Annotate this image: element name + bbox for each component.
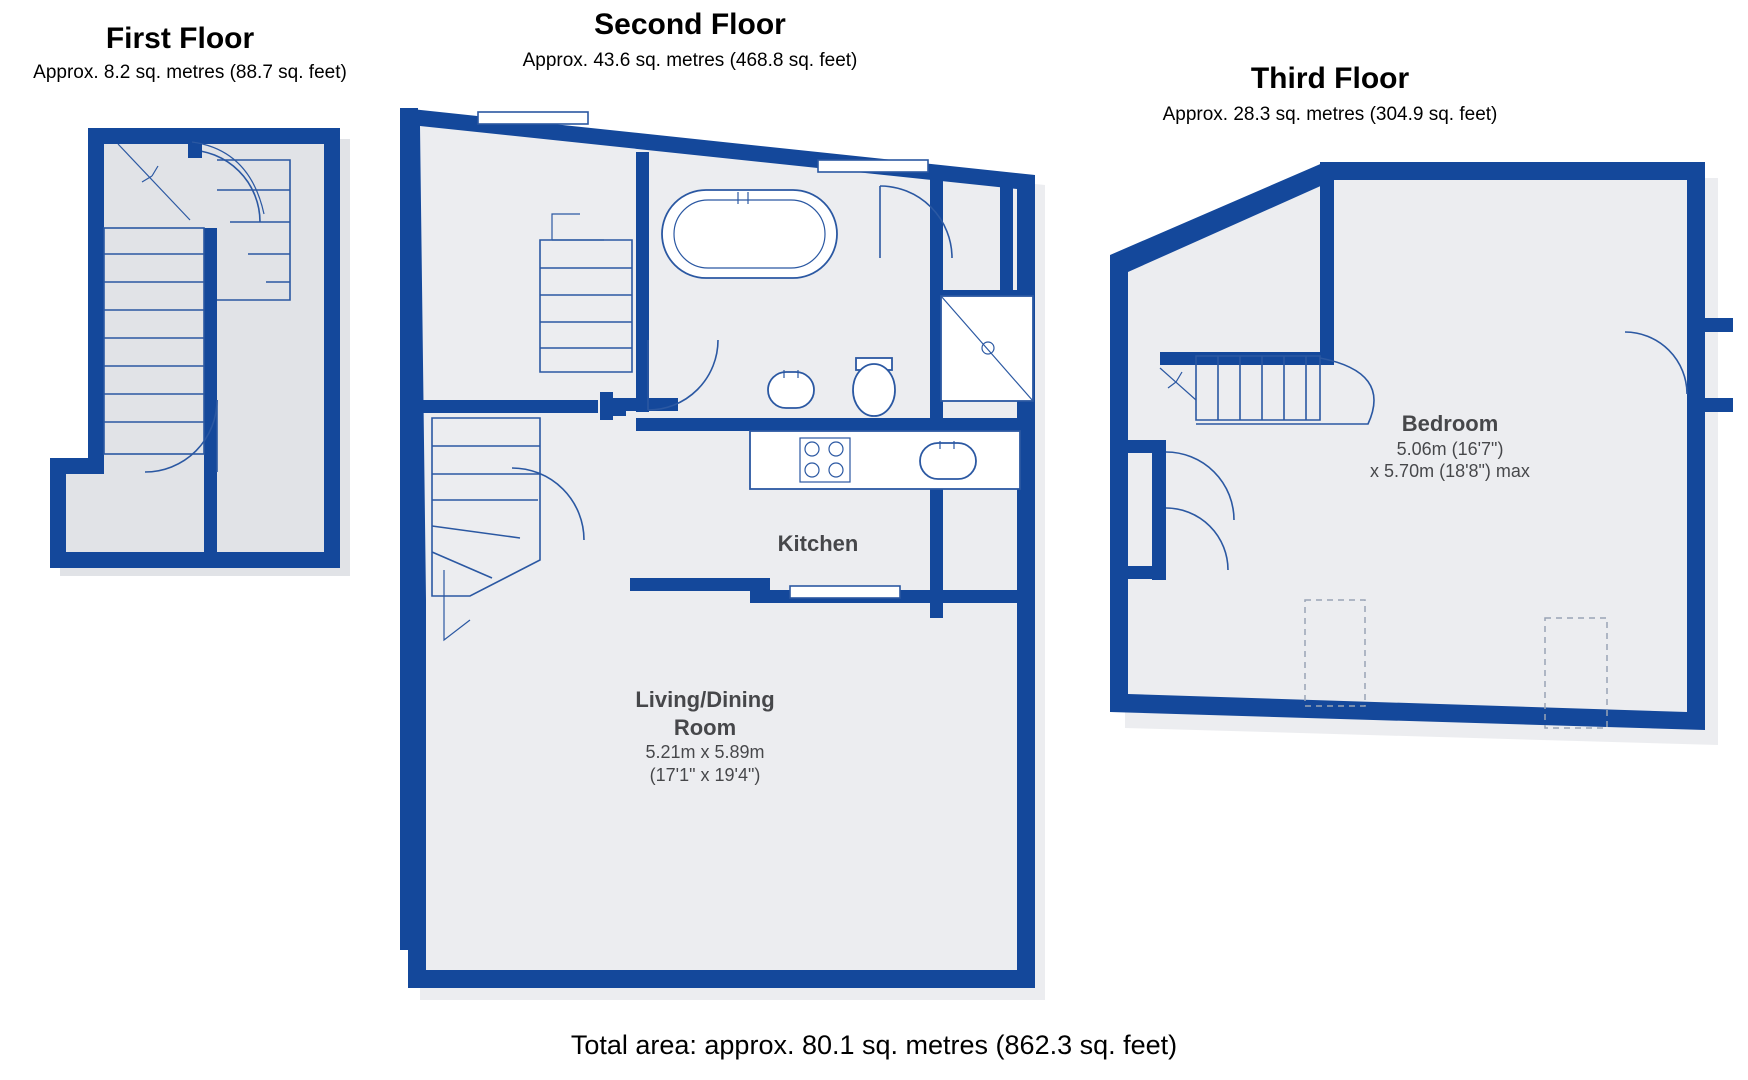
kitchen-name: Kitchen	[777, 531, 859, 556]
first-floor-title: First Floor	[105, 22, 255, 55]
first-floor-plan	[50, 128, 350, 576]
second-floor-subtitle: Approx. 43.6 sq. metres (468.8 sq. feet)	[522, 50, 858, 71]
second-floor-left-wall	[400, 108, 418, 950]
kitchen-counter	[750, 431, 1020, 489]
third-floor-stair-wall-2	[1160, 352, 1334, 365]
bathroom-wall-left	[636, 152, 649, 412]
bedroom-dims-max: x 5.70m (18'8") max	[1370, 461, 1530, 481]
third-floor-landing-wall	[1152, 440, 1166, 580]
first-floor-wall-nub-2	[188, 144, 202, 158]
living-wall	[630, 578, 770, 591]
third-floor-stair-wall	[1320, 162, 1334, 354]
bedroom-dims: 5.06m (16'7")	[1396, 438, 1504, 459]
hall-wall	[418, 400, 598, 413]
third-floor-subtitle: Approx. 28.3 sq. metres (304.9 sq. feet)	[1162, 104, 1498, 125]
window-top-right	[818, 160, 928, 172]
kitchen-wall-top	[750, 418, 1020, 431]
first-floor-partition	[204, 228, 217, 552]
second-floor-title: Second Floor	[594, 8, 786, 41]
kitchen-wall-left	[636, 418, 766, 431]
living-dining-name-2: Room	[673, 714, 737, 740]
first-floor-wall-nub	[188, 552, 202, 568]
third-floor-title: Third Floor	[1250, 62, 1410, 95]
window-top-left	[478, 112, 588, 124]
ensuite-wall	[1000, 178, 1013, 302]
third-floor-plan	[1110, 162, 1733, 745]
wash-basin	[768, 370, 814, 408]
living-dining-name: Living/Dining	[635, 687, 775, 712]
shower-tray	[941, 296, 1033, 401]
third-floor-landing-wall-3	[1128, 566, 1166, 579]
hall-wall-nub	[600, 392, 613, 420]
bathtub	[662, 190, 837, 278]
doorway-nub	[612, 398, 626, 416]
hall-wall-2	[620, 398, 678, 411]
toilet	[853, 358, 895, 416]
living-dining-dims: 5.21m x 5.89m	[645, 742, 765, 762]
third-floor-landing-wall-2	[1128, 440, 1166, 453]
window-kitchen	[790, 586, 900, 598]
first-floor-subtitle: Approx. 8.2 sq. metres (88.7 sq. feet)	[33, 62, 347, 83]
second-floor-plan	[400, 108, 1045, 1000]
total-area-text: Total area: approx. 80.1 sq. metres (862.3 sq. feet)	[570, 1030, 1178, 1060]
bedroom-name: Bedroom	[1401, 411, 1499, 436]
living-dining-dims-imperial: (17'1" x 19'4")	[649, 764, 761, 785]
